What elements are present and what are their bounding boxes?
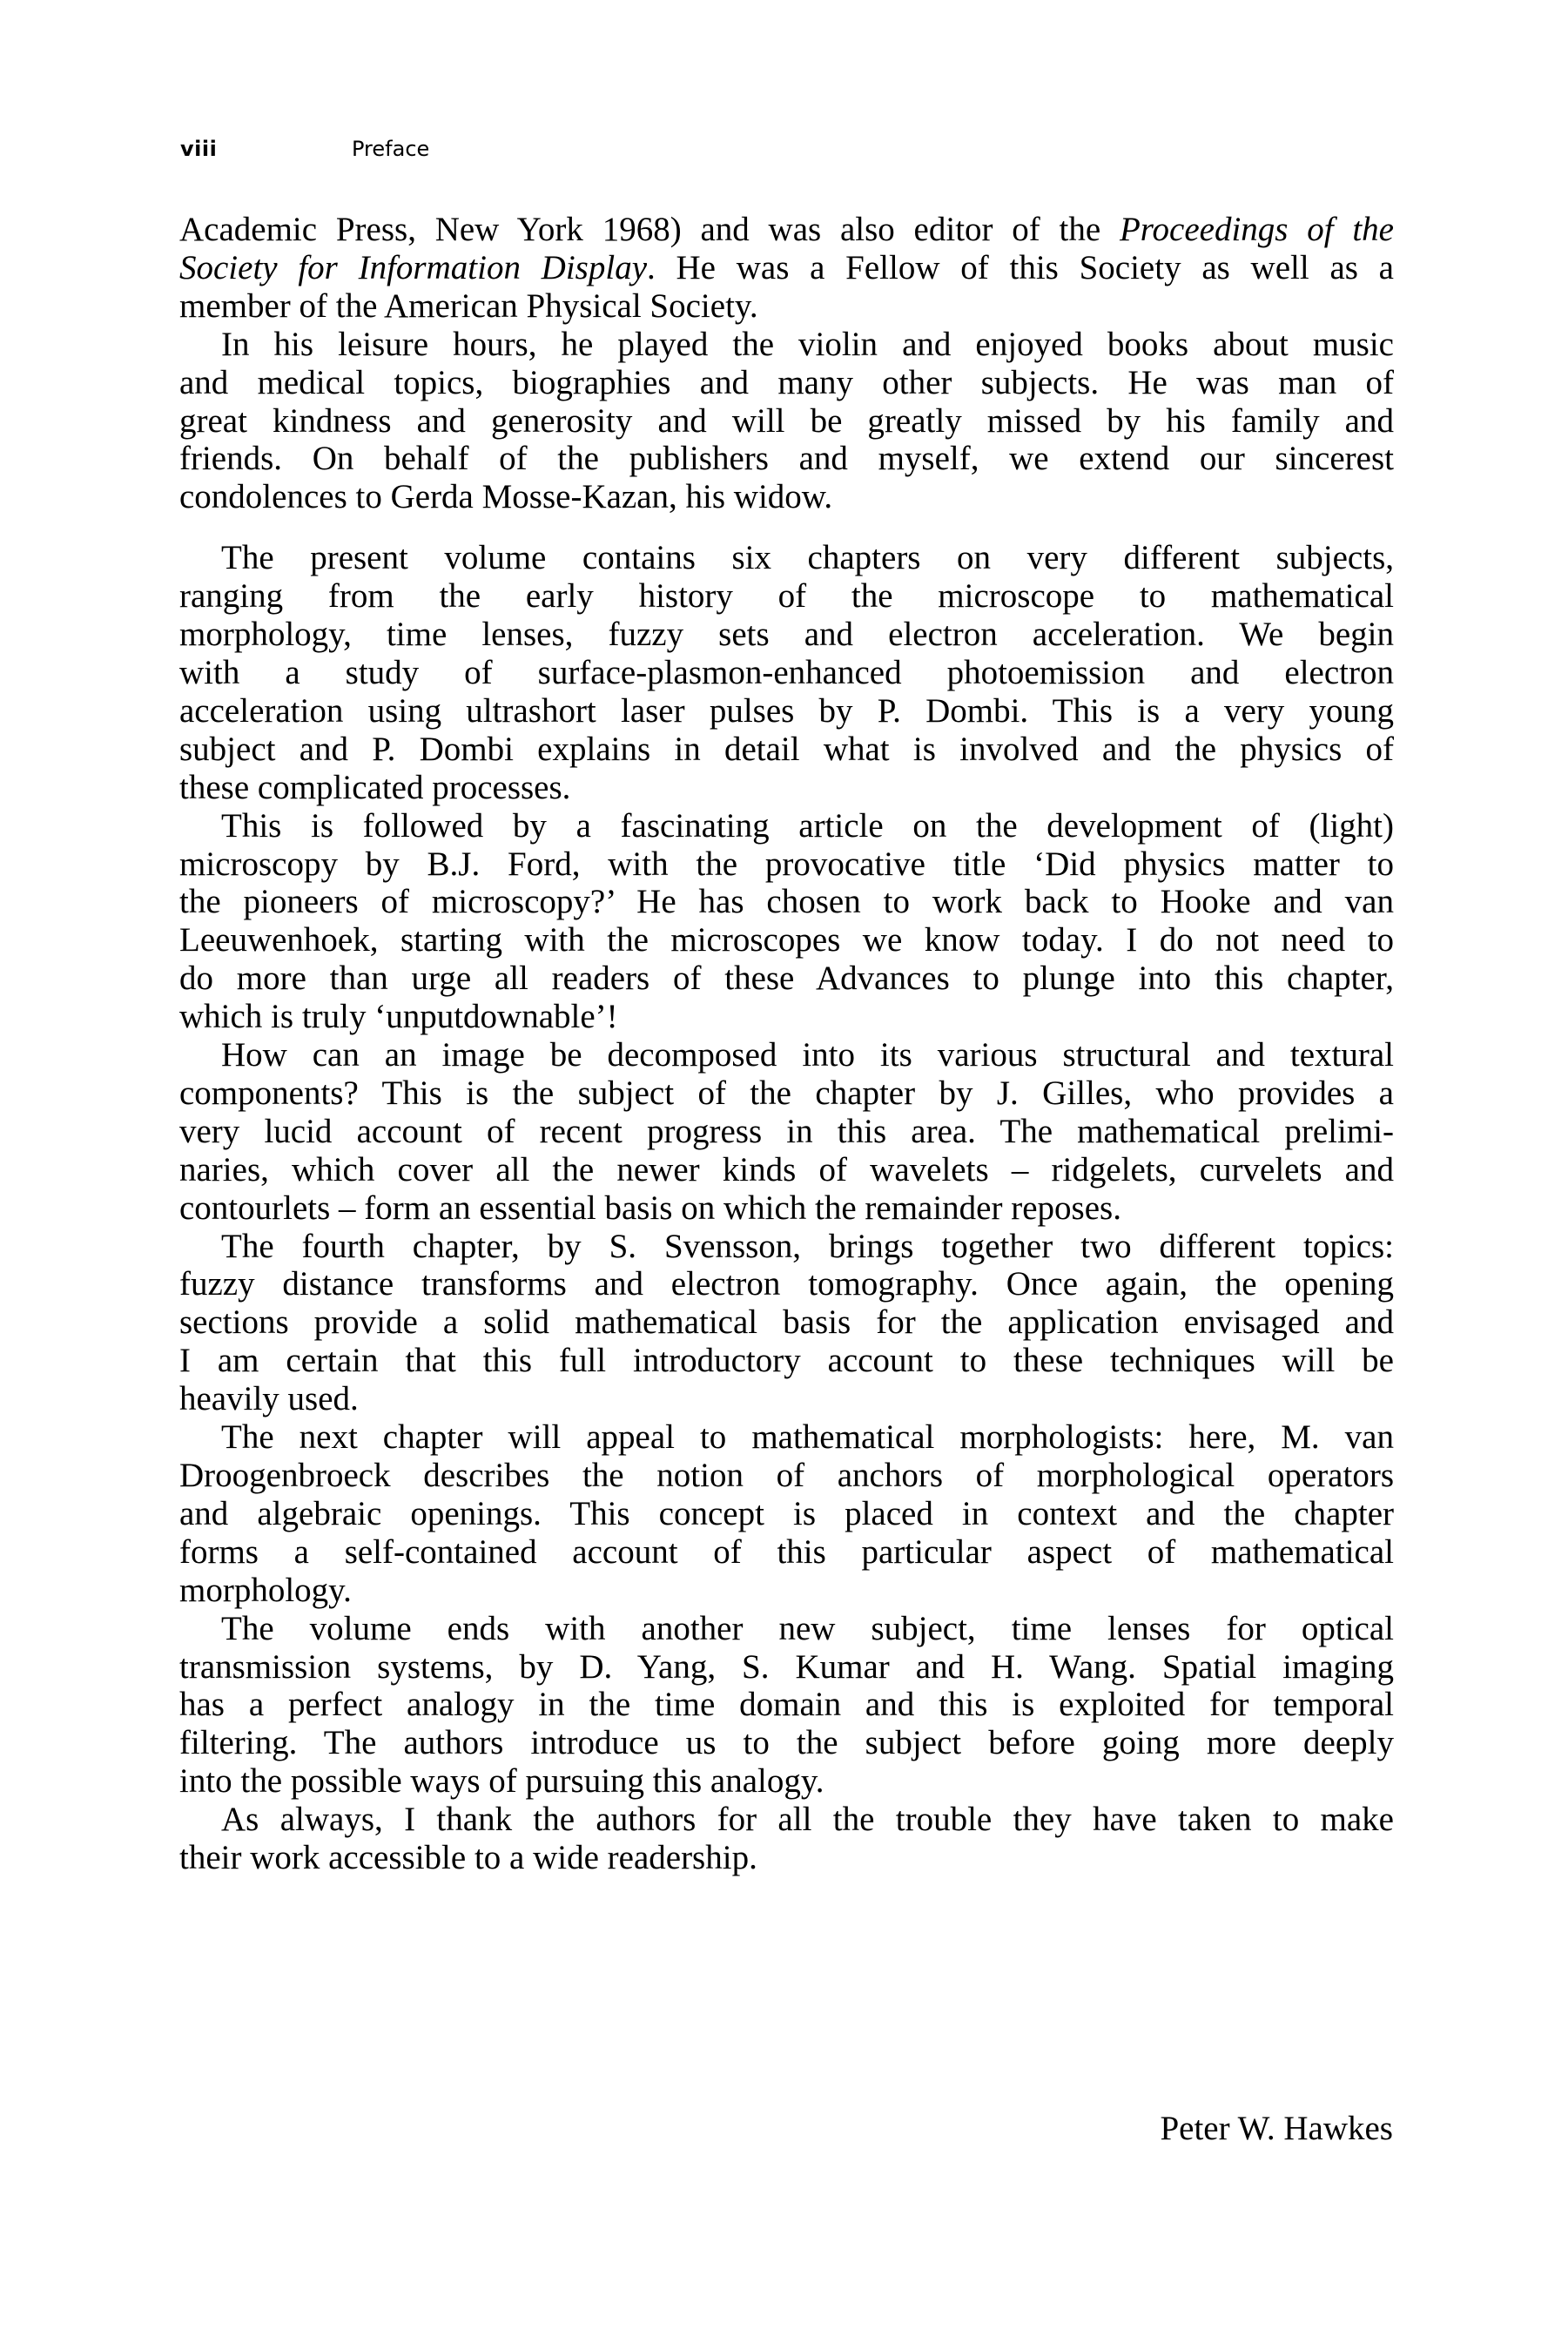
text-run: I am certain that this full introductory account to these techniques will be (179, 1342, 1394, 1380)
text-run: morphology. (179, 1571, 352, 1609)
running-title: Preface (352, 137, 430, 161)
text-run: ranging from the early history of the microscope to mathematical (179, 577, 1394, 616)
text-run: these complicated processes. (179, 768, 571, 806)
text-line (179, 364, 1394, 402)
text-line (179, 1533, 1394, 1572)
text-run: As always, I thank the authors for all the trouble they have taken to make (221, 1801, 1394, 1839)
paragraph (179, 807, 1394, 1036)
text-line (179, 1648, 1394, 1687)
text-run: Leeuwenhoek, starting with the microscopes we know today. I do not need to (179, 921, 1394, 960)
text-line (179, 1074, 1394, 1113)
text-line (179, 211, 1394, 249)
text-line (179, 577, 1394, 616)
text-run: contourlets – form an essential basis on which the remainder reposes. (179, 1188, 1121, 1227)
text-line (179, 326, 1394, 364)
text-run: the pioneers of microscopy?’ He has chosen to work back to Hooke and van (179, 883, 1394, 921)
text-run: friends. On behalf of the publishers and myself, we extend our sincerest (179, 440, 1394, 478)
text-run: The next chapter will appeal to mathematical morphologists: here, M. van (221, 1418, 1394, 1457)
text-line (179, 692, 1394, 731)
text-line (179, 1380, 1394, 1418)
text-line (179, 440, 1394, 478)
text-line (179, 731, 1394, 769)
text-line (179, 1418, 1394, 1457)
text-line (179, 1495, 1394, 1533)
paragraph (179, 1036, 1394, 1228)
text-run: into the possible ways of pursuing this analogy. (179, 1762, 824, 1801)
text-run: condolences to Gerda Mosse-Kazan, his widow. (179, 478, 833, 516)
text-line (179, 654, 1394, 692)
paragraph (179, 539, 1394, 806)
paragraph (179, 211, 1394, 326)
text-line (179, 1228, 1394, 1266)
text-run: sections provide a solid mathematical basis for the application envisaged and (179, 1303, 1394, 1342)
text-run: great kindness and generosity and will be greatly missed by his family and (179, 401, 1394, 440)
text-run: Academic Press, New York 1968) and was also editor of the (179, 211, 1120, 248)
text-run: transmission systems, by D. Yang, S. Kumar and H. Wang. Spatial imaging (179, 1647, 1394, 1686)
text-line (179, 1113, 1394, 1151)
text-run: In his leisure hours, he played the violin and enjoyed books about music (221, 325, 1394, 363)
text-run: has a perfect analogy in the time domain and this is exploited for temporal (179, 1686, 1394, 1724)
text-line (179, 807, 1394, 845)
text-line (179, 478, 1394, 516)
text-run: The fourth chapter, by S. Svensson, brings together two different topics: (221, 1227, 1394, 1265)
text-run: The present volume contains six chapters on very different subjects, (221, 539, 1394, 577)
text-line (179, 1839, 1394, 1877)
text-line (179, 402, 1394, 441)
text-run: filtering. The authors introduce us to the subject before going more deeply (179, 1724, 1394, 1762)
italic-title: Proceedings of the (1119, 211, 1394, 248)
text-line (179, 1724, 1394, 1762)
text-line (179, 539, 1394, 577)
text-line (179, 1801, 1394, 1839)
text-line (179, 1036, 1394, 1074)
text-line (179, 1762, 1394, 1801)
text-run: . He was a Fellow of this Society as well as a (647, 248, 1394, 286)
text-run: This is followed by a fascinating article on the development of (light) (221, 806, 1394, 845)
author-signature: Peter W. Hawkes (1160, 2110, 1393, 2147)
text-run: which is truly ‘unputdownable’! (179, 998, 618, 1036)
text-run: heavily used. (179, 1380, 359, 1418)
text-line (179, 769, 1394, 807)
text-run: Droogenbroeck describes the notion of anchors of morphological operators (179, 1457, 1394, 1494)
text-run: The volume ends with another new subject, time lenses for optical (221, 1609, 1394, 1647)
text-run: subject and P. Dombi explains in detail what is involved and the physics of (179, 730, 1394, 768)
page-number: viii (180, 137, 218, 161)
text-line (179, 1610, 1394, 1648)
text-run: their work accessible to a wide readership. (179, 1839, 757, 1877)
text-run: and medical topics, biographies and many other subjects. He was man of (179, 363, 1394, 401)
paragraph (179, 1418, 1394, 1610)
text-run: components? This is the subject of the chapter by J. Gilles, who provides a (179, 1074, 1394, 1112)
text-line (179, 1151, 1394, 1189)
text-line (179, 616, 1394, 654)
text-run: forms a self-contained account of this particular aspect of mathematical (179, 1532, 1394, 1571)
italic-title: Society for Information Display (179, 248, 648, 286)
body-text (179, 211, 1394, 1877)
paragraph (179, 1610, 1394, 1801)
text-line (179, 1572, 1394, 1610)
text-line (179, 921, 1394, 960)
text-line (179, 960, 1394, 998)
paragraph (179, 326, 1394, 517)
text-line (179, 998, 1394, 1036)
paragraph (179, 1228, 1394, 1419)
text-line (179, 1265, 1394, 1303)
text-line (179, 883, 1394, 921)
text-run: member of the American Physical Society. (179, 286, 758, 325)
text-run: How can an image be decomposed into its various structural and textural (221, 1036, 1394, 1074)
text-run: fuzzy distance transforms and electron tomography. Once again, the opening (179, 1265, 1394, 1303)
text-line (179, 1303, 1394, 1342)
text-run: naries, which cover all the newer kinds of wavelets – ridgelets, curvelets and (179, 1150, 1394, 1188)
text-run: do more than urge all readers of these Advances to plunge into this chapter, (179, 960, 1394, 998)
text-run: morphology, time lenses, fuzzy sets and electron acceleration. We begin (179, 616, 1394, 654)
text-run: microscopy by B.J. Ford, with the provocative title ‘Did physics matter to (179, 845, 1394, 883)
text-line (179, 1342, 1394, 1380)
paragraph (179, 1801, 1394, 1877)
text-run: very lucid account of recent progress in this area. The mathematical prelimi- (179, 1112, 1394, 1150)
text-run: and algebraic openings. This concept is placed in context and the chapter (179, 1494, 1394, 1532)
text-run: with a study of surface-plasmon-enhanced photoemission and electron (179, 653, 1394, 691)
text-run: acceleration using ultrashort laser pulses by P. Dombi. This is a very young (179, 691, 1394, 730)
text-line (179, 1189, 1394, 1228)
text-line (179, 1457, 1394, 1495)
text-line (179, 1686, 1394, 1724)
text-line (179, 287, 1394, 326)
text-line (179, 845, 1394, 884)
text-line (179, 249, 1394, 287)
